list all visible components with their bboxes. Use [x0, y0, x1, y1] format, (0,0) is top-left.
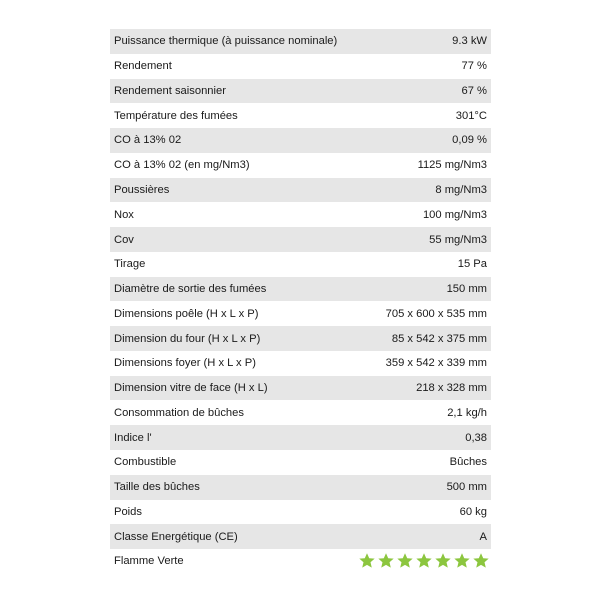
spec-label: Dimension vitre de face (H x L): [114, 382, 268, 395]
spec-row: [110, 326, 491, 351]
spec-value: 55 mg/Nm3: [429, 233, 487, 246]
star-icon: [434, 552, 452, 570]
spec-label: Puissance thermique (à puissance nominale): [114, 35, 338, 48]
spec-row: [110, 450, 491, 475]
spec-value: 500 mm: [446, 481, 487, 494]
star-icon: [472, 552, 490, 570]
spec-value: Bûches: [449, 456, 487, 469]
spec-value: 15 Pa: [457, 258, 487, 271]
spec-label: Tirage: [114, 258, 146, 271]
spec-row: [110, 202, 491, 227]
spec-row: [110, 475, 491, 500]
spec-value: 150 mm: [446, 283, 487, 296]
spec-row: [110, 524, 491, 549]
spec-row: [110, 54, 491, 79]
spec-label: Nox: [114, 208, 134, 221]
spec-row: [110, 178, 491, 203]
spec-label: Poussières: [114, 183, 170, 196]
spec-label: Température des fumées: [114, 109, 238, 122]
spec-value: 9.3 kW: [452, 35, 487, 48]
star-icon: [358, 552, 376, 570]
spec-row: [110, 29, 491, 54]
spec-row: [110, 400, 491, 425]
spec-row: [110, 351, 491, 376]
spec-value: A: [479, 530, 487, 543]
spec-label: Diamètre de sortie des fumées: [114, 283, 267, 296]
spec-label: Combustible: [114, 456, 177, 469]
star-icon: [377, 552, 395, 570]
spec-row: [110, 128, 491, 153]
spec-label: Poids: [114, 505, 142, 518]
spec-value: 359 x 542 x 339 mm: [385, 357, 487, 370]
spec-value: 1125 mg/Nm3: [417, 159, 487, 172]
spec-value: 0,09 %: [452, 134, 487, 147]
spec-row: [110, 252, 491, 277]
flamme-verte-rating: [358, 552, 490, 570]
star-icon: [396, 552, 414, 570]
spec-row: [110, 277, 491, 302]
spec-row: [110, 153, 491, 178]
spec-label: Dimension du four (H x L x P): [114, 332, 261, 345]
spec-label: Taille des bûches: [114, 481, 200, 494]
spec-label: Dimensions foyer (H x L x P): [114, 357, 256, 370]
spec-value: 0,38: [465, 431, 487, 444]
spec-value: 100 mg/Nm3: [422, 208, 487, 221]
spec-label: Classe Energétique (CE): [114, 530, 238, 543]
spec-value: 705 x 600 x 535 mm: [385, 307, 487, 320]
flamme-verte-label: Flamme Verte: [114, 555, 184, 568]
spec-value: 67 %: [461, 84, 487, 97]
flamme-verte-row: [110, 549, 491, 574]
spec-value: 218 x 328 mm: [416, 382, 487, 395]
spec-row: [110, 301, 491, 326]
star-icon: [415, 552, 433, 570]
spec-label: CO à 13% 02: [114, 134, 182, 147]
spec-row: [110, 376, 491, 401]
spec-label: Rendement: [114, 60, 172, 73]
spec-label: Rendement saisonnier: [114, 84, 226, 97]
spec-label: Cov: [114, 233, 134, 246]
spec-label: CO à 13% 02 (en mg/Nm3): [114, 159, 250, 172]
spec-value: 8 mg/Nm3: [435, 183, 487, 196]
star-icon: [453, 552, 471, 570]
spec-value: 2,1 kg/h: [447, 406, 487, 419]
spec-value: 60 kg: [459, 505, 487, 518]
spec-row: [110, 500, 491, 525]
spec-label: Indice l': [114, 431, 152, 444]
spec-table: [110, 29, 491, 574]
spec-row: [110, 79, 491, 104]
spec-value: 85 x 542 x 375 mm: [391, 332, 487, 345]
spec-row: [110, 425, 491, 450]
spec-value: 301°C: [455, 109, 487, 122]
spec-row: [110, 103, 491, 128]
spec-label: Consommation de bûches: [114, 406, 244, 419]
spec-value: 77 %: [461, 60, 487, 73]
spec-row: [110, 227, 491, 252]
spec-label: Dimensions poêle (H x L x P): [114, 307, 259, 320]
